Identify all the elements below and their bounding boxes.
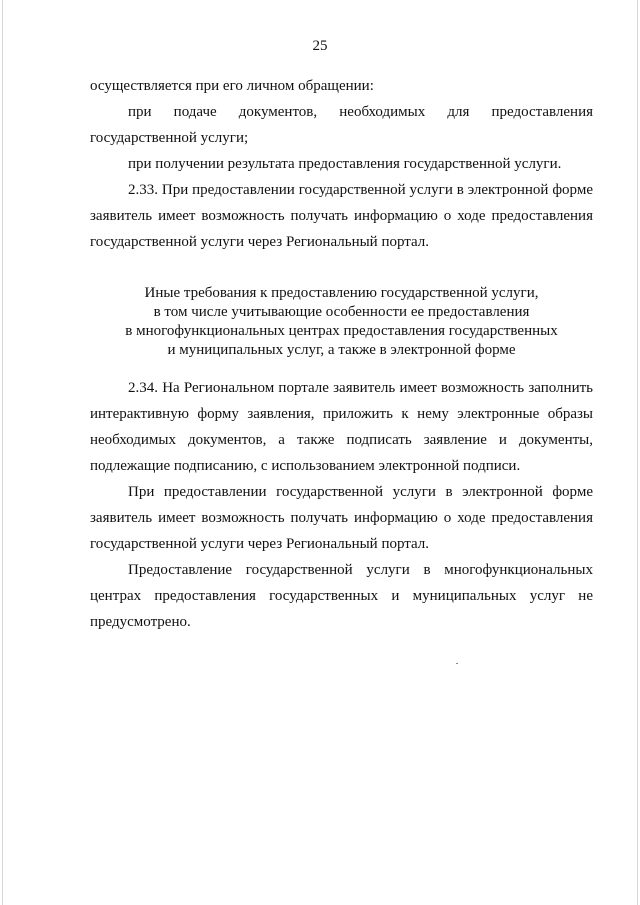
top-text-block [90,73,593,255]
scan-right-edge [637,0,638,905]
paragraph-result: при получении результата предоставления государственной услуги. [128,156,562,172]
scan-artifact [456,663,458,664]
paragraph-submission: при подаче документов, необходимых для предоставления государственной услуги; [90,104,593,146]
scan-left-edge [2,0,3,905]
paragraph-2-34: 2.34. На Региональном портале заявитель имеет возможность заполнить интерактивную форму заявления, приложить к нему электронные образы необходимых документов, а также подписать заявление и документы, подлежащие подписанию, с использованием электронной подписи. [90,380,593,474]
section-heading-line: и муниципальных услуг, а также в электронной форме [167,342,516,358]
bottom-text-block [90,375,593,635]
paragraph-mfc: Предоставление государственной услуги в многофункциональных центрах предоставления государственных и муниципальных услуг не предусмотрено. [90,562,593,630]
page-number: 25 [312,38,328,54]
paragraph-continuation: осуществляется при его личном обращении: [90,78,374,94]
paragraph-2-33: 2.33. При предоставлении государственной услуги в электронной форме заявитель имеет возможность получать информацию о ходе предоставления государственной услуги через Региональный портал. [90,182,593,250]
section-heading-line: в том числе учитывающие особенности ее предоставления [153,304,530,320]
paragraph-electronic-form: При предоставлении государственной услуги в электронной форме заявитель имеет возможность получать информацию о ходе предоставления государственной услуги через Региональный портал. [90,484,593,552]
section-heading-line: в многофункциональных центрах предоставления государственных [125,323,558,339]
section-heading [90,284,593,360]
section-heading-line: Иные требования к предоставлению государственной услуги, [144,285,539,301]
